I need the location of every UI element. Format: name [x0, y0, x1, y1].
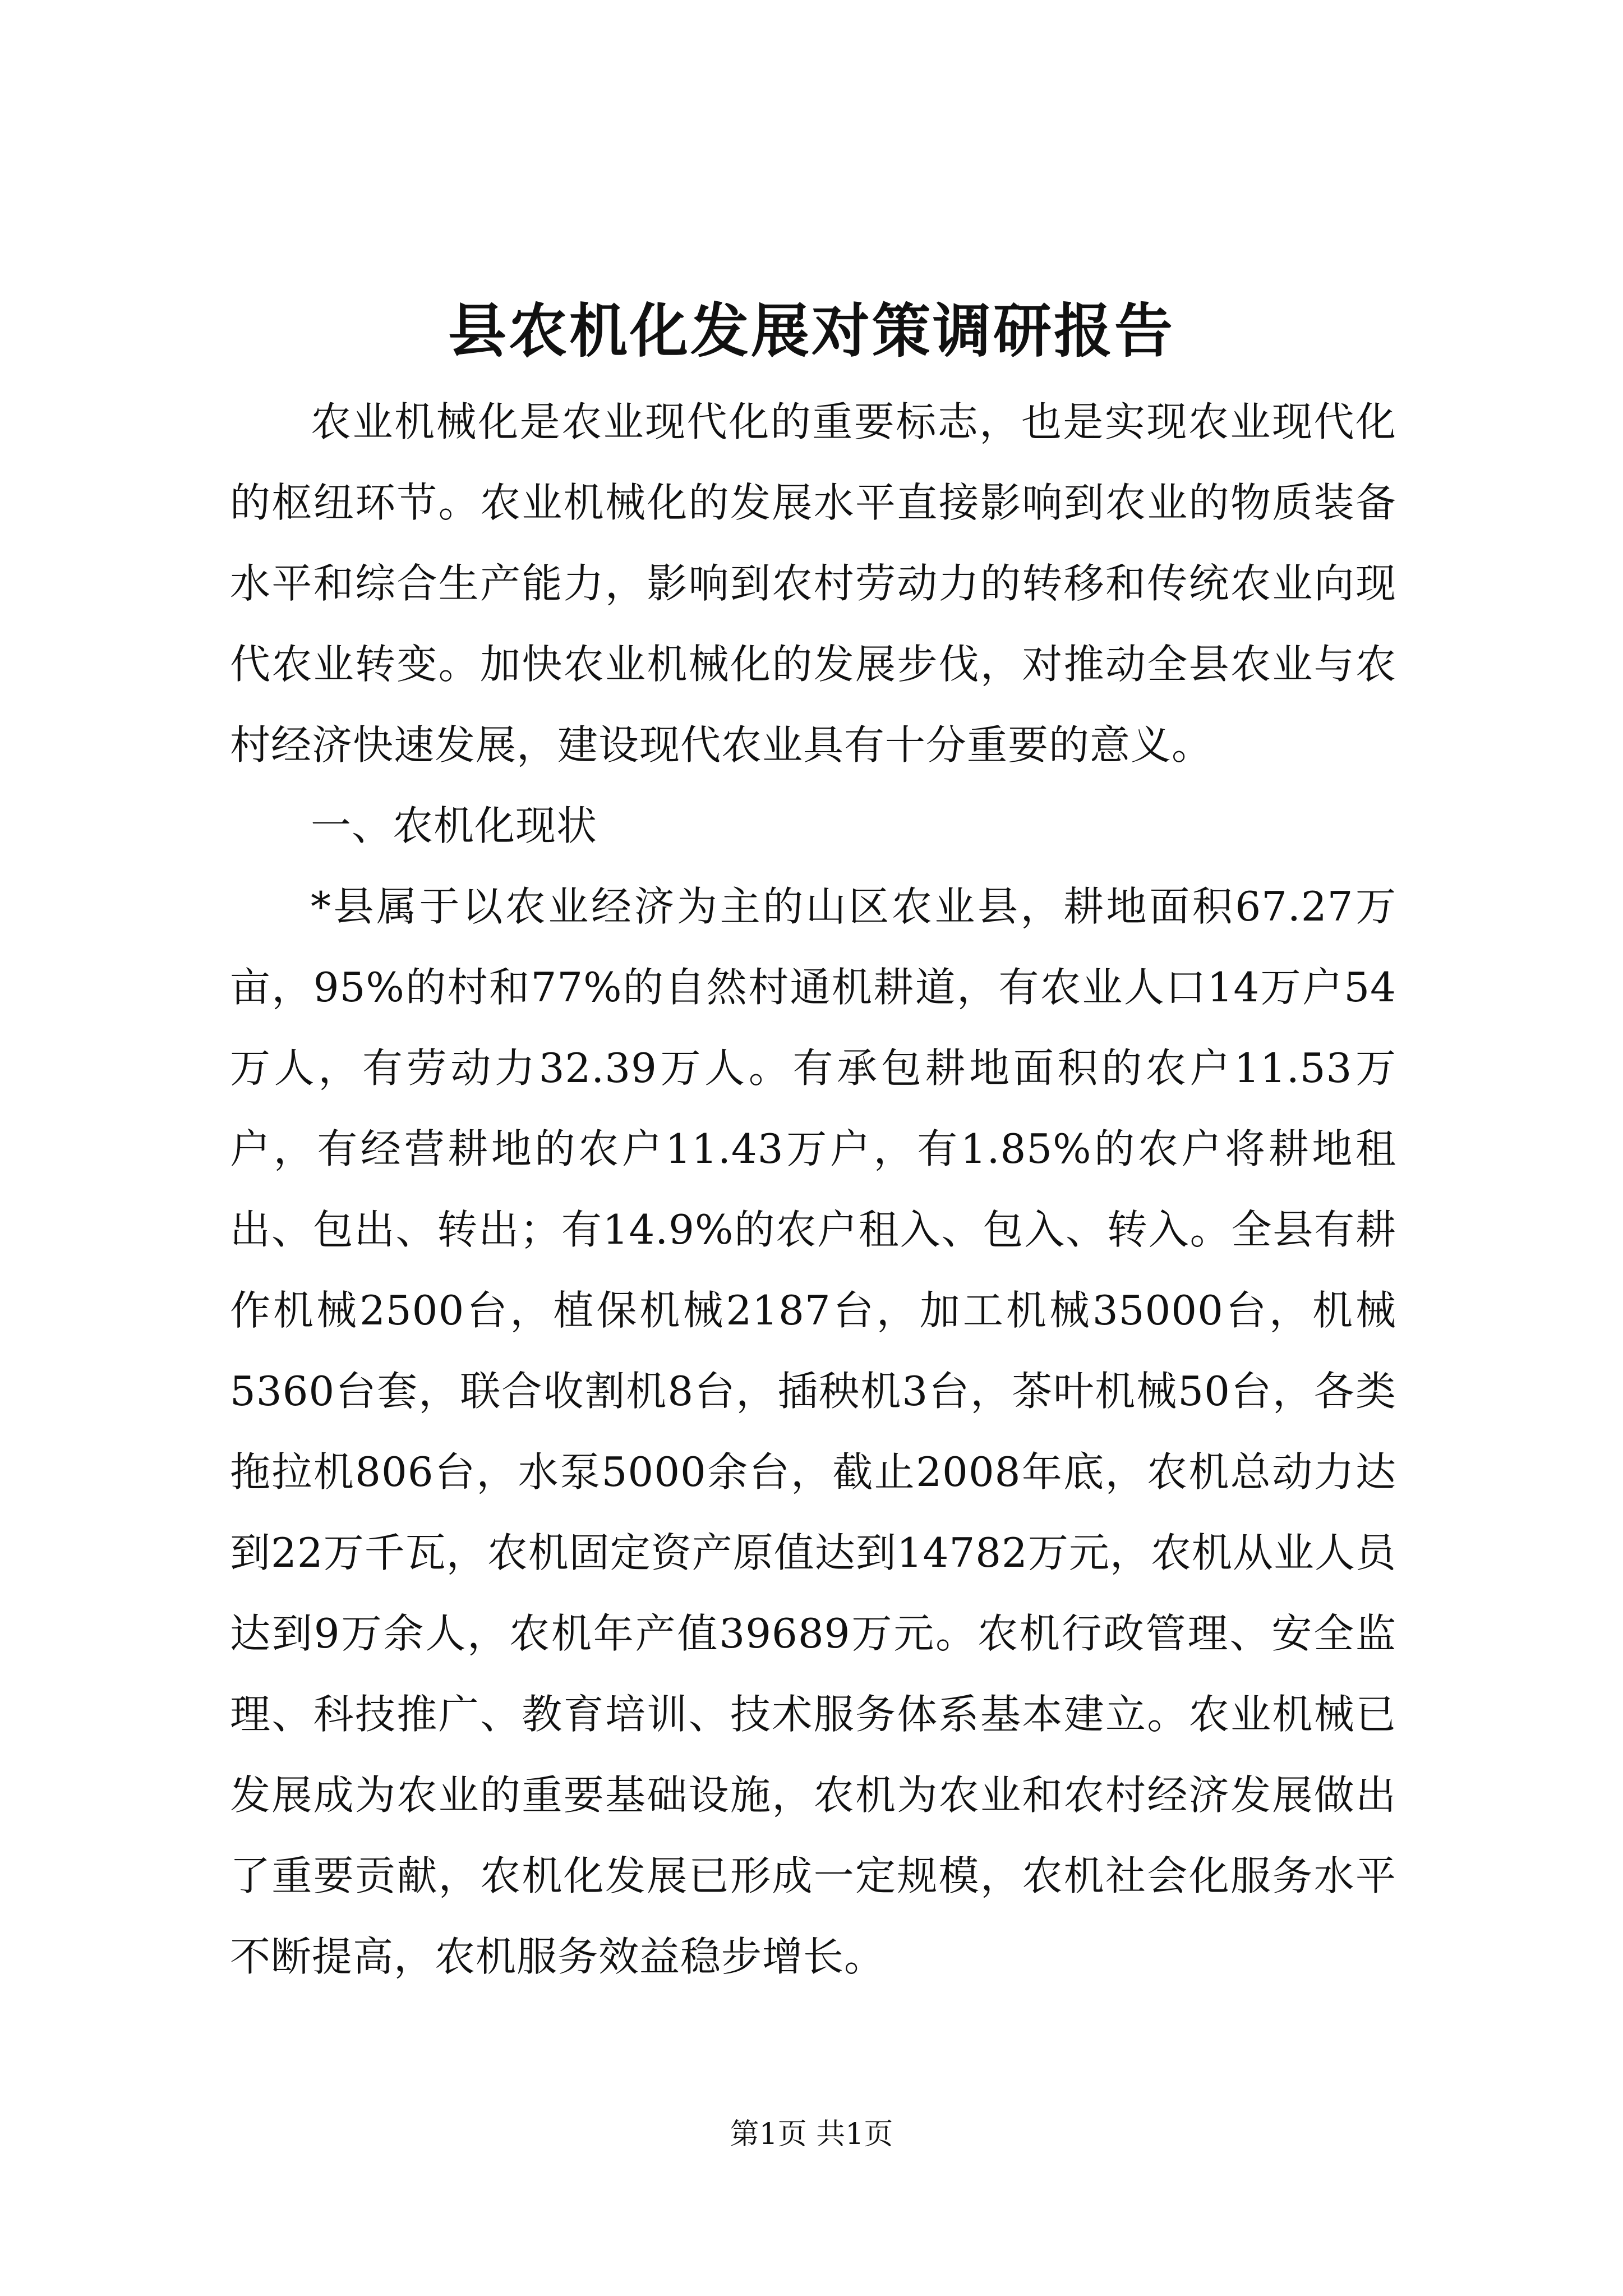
intro-paragraph: 农业机械化是农业现代化的重要标志，也是实现农业现代化的枢纽环节。农业机械化的发展水平直接影响到农业的物质装备水平和综合生产能力，影响到农村劳动力的转移和传统农业向现代农业转变。加快农业机械化的发展步伐，对推动全县农业与农村经济快速发展，建设现代农业具有十分重要的意义。 — [230, 398, 1396, 769]
document-title: 县农机化发展对策调研报告 — [448, 297, 1175, 365]
status-paragraph: *县属于以农业经济为主的山区农业县，耕地面积67.27万亩，95%的村和77%的自然村通机耕道，有农业人口14万户54万人，有劳动力32.39万人。有承包耕地面积的农户11.53万户，有经营耕地的农户11.43万户，有1.85%的农户将耕地租出、包出、转出；有14.9%的农户租入、包入、转入。全县有耕作机械2500台，植保机械2187台，加工机械35000台，机械5360台套，联合收割机8台，插秧机3台，茶叶机械50台，各类拖拉机806台，水泵5000余台，截止2008年底，农机总动力达到22万千瓦，农机固定资产原值达到14782万元，农机从业人员达到9万余人，农机年产值39689万元。农机行政管理、安全监理、科技推广、教育培训、技术服务体系基本建立。农业机械已发展成为农业的重要基础设施，农机为农业和农村经济发展做出了重要贡献，农机化发展已形成一定规模，农机社会化服务水平不断提高，农机服务效益稳步增长。 — [230, 883, 1396, 1980]
section-heading: 一、农机化现状 — [311, 802, 598, 849]
document-body — [230, 381, 1396, 1997]
page-footer: 第1页 共1页 — [730, 2118, 893, 2151]
